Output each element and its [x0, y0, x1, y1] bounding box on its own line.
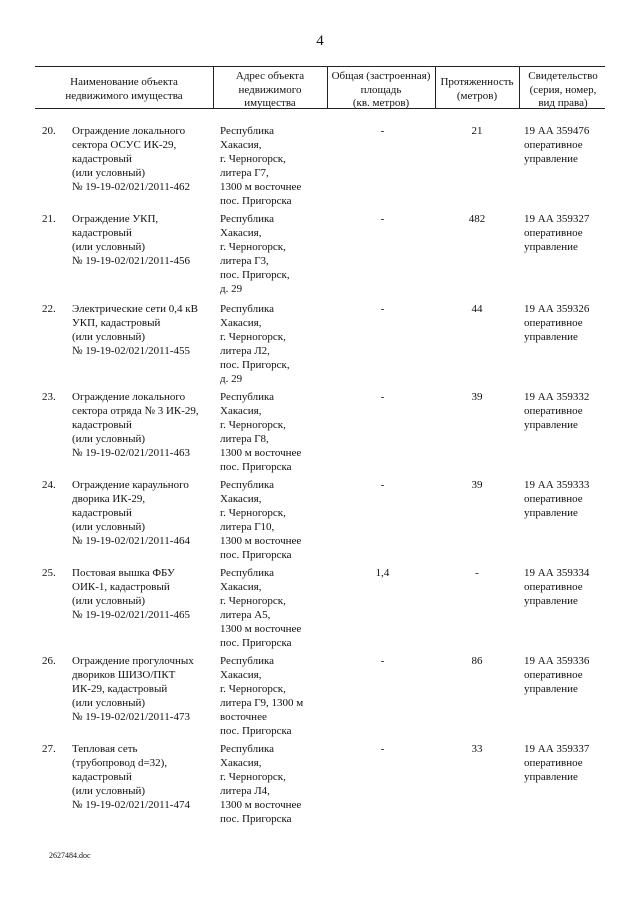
object-name-line: № 19-19-02/021/2011-463: [72, 447, 190, 459]
object-address-line: г. Черногорск,: [220, 153, 286, 165]
certificate: [524, 654, 619, 696]
object-address-line: пос. Пригорска: [220, 725, 292, 737]
object-address-line: пос. Пригорска: [220, 813, 292, 825]
object-address-line: пос. Пригорска: [220, 195, 292, 207]
object-name-line: ОИК-1, кадастровый: [72, 581, 170, 593]
certificate-line: оперативное: [524, 669, 583, 681]
object-name: [72, 478, 212, 548]
header-col-area: [328, 70, 434, 111]
certificate-line: оперативное: [524, 227, 583, 239]
certificate-line: управление: [524, 507, 578, 519]
row-number: 22.: [42, 303, 56, 315]
object-address-line: пос. Пригорска: [220, 549, 292, 561]
object-name-line: сектора ОСУС ИК-29,: [72, 139, 177, 151]
object-name-line: № 19-19-02/021/2011-462: [72, 181, 190, 193]
certificate-line: 19 АА 359333: [524, 479, 590, 491]
certificate-line: 19 АА 359327: [524, 213, 590, 225]
header-text: вид права): [538, 97, 588, 109]
object-address-line: г. Черногорск,: [220, 771, 286, 783]
object-address-line: литера Л4,: [220, 785, 270, 797]
object-address-line: Республика: [220, 479, 275, 491]
object-name-line: Ограждение прогулочных: [72, 655, 194, 667]
header-col-cert: [520, 70, 606, 111]
object-address-line: литера Г9, 1300 м: [220, 697, 304, 709]
object-address: [220, 478, 328, 562]
object-name-line: Ограждение караульного: [72, 479, 189, 491]
object-name: [72, 390, 212, 460]
object-length: 44: [471, 303, 483, 315]
object-address-line: 1300 м восточнее: [220, 535, 302, 547]
object-address-line: пос. Пригорска: [220, 461, 292, 473]
object-address-line: литера Г8,: [220, 433, 269, 445]
object-name-line: Ограждение локального: [72, 391, 186, 403]
header-text: недвижимого имущества: [65, 89, 183, 102]
object-length: 86: [471, 655, 483, 667]
object-name-line: УКП, кадастровый: [72, 317, 161, 329]
certificate: [524, 302, 619, 344]
object-name-line: (или условный): [72, 167, 146, 179]
object-address-line: г. Черногорск,: [220, 595, 286, 607]
certificate-line: управление: [524, 595, 578, 607]
object-area: -: [380, 743, 385, 755]
object-name-line: ИК-29, кадастровый: [72, 683, 168, 695]
certificate: [524, 390, 619, 432]
certificate: [524, 742, 619, 784]
object-name-line: (или условный): [72, 785, 146, 797]
row-number: 21.: [42, 213, 56, 225]
object-length: 482: [468, 213, 486, 225]
object-name-line: Постовая вышка ФБУ: [72, 567, 175, 579]
header-col-address: [214, 70, 326, 111]
object-address-line: г. Черногорск,: [220, 683, 286, 695]
header-text: Адрес объекта: [235, 70, 305, 82]
row-number: 26.: [42, 655, 56, 667]
object-address-line: д. 29: [220, 373, 243, 385]
object-name-line: Ограждение УКП,: [72, 213, 159, 225]
certificate-line: оперативное: [524, 493, 583, 505]
object-area: 1,4: [375, 567, 390, 579]
object-address-line: литера Г10,: [220, 521, 275, 533]
object-area: -: [380, 125, 385, 137]
header-text: (кв. метров): [352, 97, 410, 109]
object-name-line: Ограждение локального: [72, 125, 186, 137]
page-number: 4: [316, 33, 324, 49]
object-address: [220, 212, 328, 296]
row-number: 27.: [42, 743, 56, 755]
object-address-line: г. Черногорск,: [220, 331, 286, 343]
header-text: (метров): [456, 89, 498, 102]
object-address-line: 1300 м восточнее: [220, 447, 302, 459]
object-name: [72, 566, 212, 622]
certificate-line: управление: [524, 771, 578, 783]
object-address-line: 1300 м восточнее: [220, 181, 302, 193]
object-area: -: [380, 303, 385, 315]
certificate-line: оперативное: [524, 405, 583, 417]
object-address-line: Хакасия,: [220, 757, 262, 769]
object-address-line: литера Л2,: [220, 345, 270, 357]
object-area: -: [380, 655, 385, 667]
object-area: -: [380, 391, 385, 403]
object-name: [72, 302, 212, 358]
object-address-line: пос. Пригорска: [220, 637, 292, 649]
object-address-line: пос. Пригорск,: [220, 359, 290, 371]
object-length: 21: [471, 125, 483, 137]
object-name-line: кадастровый: [72, 419, 132, 431]
certificate-line: 19 АА 359337: [524, 743, 590, 755]
object-address-line: Хакасия,: [220, 227, 262, 239]
object-address: [220, 302, 328, 386]
row-number: 25.: [42, 567, 56, 579]
object-address-line: г. Черногорск,: [220, 241, 286, 253]
object-name-line: (или условный): [72, 595, 146, 607]
certificate-line: управление: [524, 683, 578, 695]
object-name-line: кадастровый: [72, 771, 132, 783]
row-number: 23.: [42, 391, 56, 403]
object-name-line: кадастровый: [72, 507, 132, 519]
object-name-line: (или условный): [72, 697, 146, 709]
object-address-line: литера А5,: [220, 609, 271, 621]
object-length: 39: [471, 479, 483, 491]
object-name-line: № 19-19-02/021/2011-473: [72, 711, 190, 723]
certificate: [524, 124, 619, 166]
header-col-name: [36, 76, 212, 103]
object-address-line: Хакасия,: [220, 405, 262, 417]
object-name-line: (или условный): [72, 331, 146, 343]
object-name-line: № 19-19-02/021/2011-465: [72, 609, 190, 621]
object-name-line: (или условный): [72, 433, 146, 445]
object-address-line: восточнее: [220, 711, 267, 723]
certificate-line: 19 АА 359332: [524, 391, 590, 403]
object-name-line: № 19-19-02/021/2011-464: [72, 535, 190, 547]
object-length: -: [475, 567, 479, 579]
object-address-line: Республика: [220, 743, 275, 755]
row-number: 24.: [42, 479, 56, 491]
object-name-line: кадастровый: [72, 153, 132, 165]
header-text: Общая (застроенная): [331, 70, 431, 82]
object-address-line: Хакасия,: [220, 317, 262, 329]
object-name-line: № 19-19-02/021/2011-474: [72, 799, 190, 811]
object-address-line: Республика: [220, 655, 275, 667]
object-name: [72, 742, 212, 812]
object-name: [72, 212, 212, 268]
object-length: 39: [471, 391, 483, 403]
object-address-line: Республика: [220, 567, 275, 579]
object-address-line: Хакасия,: [220, 493, 262, 505]
header-text: площадь: [360, 83, 402, 96]
object-address-line: литера Г7,: [220, 167, 269, 179]
certificate-line: 19 АА 359336: [524, 655, 590, 667]
certificate-line: управление: [524, 419, 578, 431]
object-name-line: (или условный): [72, 521, 146, 533]
object-address-line: г. Черногорск,: [220, 419, 286, 431]
object-address-line: пос. Пригорск,: [220, 269, 290, 281]
certificate-line: управление: [524, 331, 578, 343]
certificate-line: оперативное: [524, 757, 583, 769]
certificate: [524, 566, 619, 608]
object-address: [220, 124, 328, 208]
object-address-line: 1300 м восточнее: [220, 623, 302, 635]
header-text: Протяженность: [440, 76, 514, 88]
certificate-line: 19 АА 359476: [524, 125, 590, 137]
header-text: имущества: [244, 97, 296, 109]
certificate-line: оперативное: [524, 317, 583, 329]
object-address-line: Республика: [220, 303, 275, 315]
object-name-line: Электрические сети 0,4 кВ: [72, 303, 198, 315]
object-name: [72, 124, 212, 194]
header-col-length: [436, 76, 518, 103]
object-name-line: № 19-19-02/021/2011-455: [72, 345, 190, 357]
certificate: [524, 212, 619, 254]
object-address: [220, 390, 328, 474]
row-number: 20.: [42, 125, 56, 137]
object-address-line: Республика: [220, 125, 275, 137]
certificate-line: управление: [524, 153, 578, 165]
object-length: 33: [471, 743, 483, 755]
object-address-line: г. Черногорск,: [220, 507, 286, 519]
object-name-line: сектора отряда № 3 ИК-29,: [72, 405, 199, 417]
header-text: Наименование объекта: [70, 76, 178, 88]
object-address: [220, 742, 328, 826]
object-area: -: [380, 213, 385, 225]
object-area: -: [380, 479, 385, 491]
object-address-line: 1300 м восточнее: [220, 799, 302, 811]
object-address: [220, 654, 328, 738]
document-filename: 2627484.doc: [49, 851, 91, 860]
object-name-line: Тепловая сеть: [72, 743, 138, 755]
certificate-line: оперативное: [524, 581, 583, 593]
object-address-line: д. 29: [220, 283, 243, 295]
object-name-line: (или условный): [72, 241, 146, 253]
certificate-line: управление: [524, 241, 578, 253]
certificate-line: оперативное: [524, 139, 583, 151]
object-name-line: № 19-19-02/021/2011-456: [72, 255, 190, 267]
certificate-line: 19 АА 359326: [524, 303, 590, 315]
object-name: [72, 654, 212, 724]
certificate: [524, 478, 619, 520]
object-name-line: кадастровый: [72, 227, 132, 239]
header-text: (серия, номер,: [529, 83, 597, 96]
object-address-line: Республика: [220, 213, 275, 225]
object-address-line: Республика: [220, 391, 275, 403]
object-name-line: двориков ШИЗО/ПКТ: [72, 669, 176, 681]
object-address: [220, 566, 328, 650]
object-address-line: Хакасия,: [220, 139, 262, 151]
object-address-line: Хакасия,: [220, 669, 262, 681]
header-text: недвижимого: [238, 83, 302, 96]
header-text: Свидетельство: [528, 70, 598, 82]
object-name-line: (трубопровод d=32),: [72, 757, 168, 769]
object-address-line: литера Г3,: [220, 255, 269, 267]
object-name-line: дворика ИК-29,: [72, 493, 146, 505]
object-address-line: Хакасия,: [220, 581, 262, 593]
certificate-line: 19 АА 359334: [524, 567, 590, 579]
